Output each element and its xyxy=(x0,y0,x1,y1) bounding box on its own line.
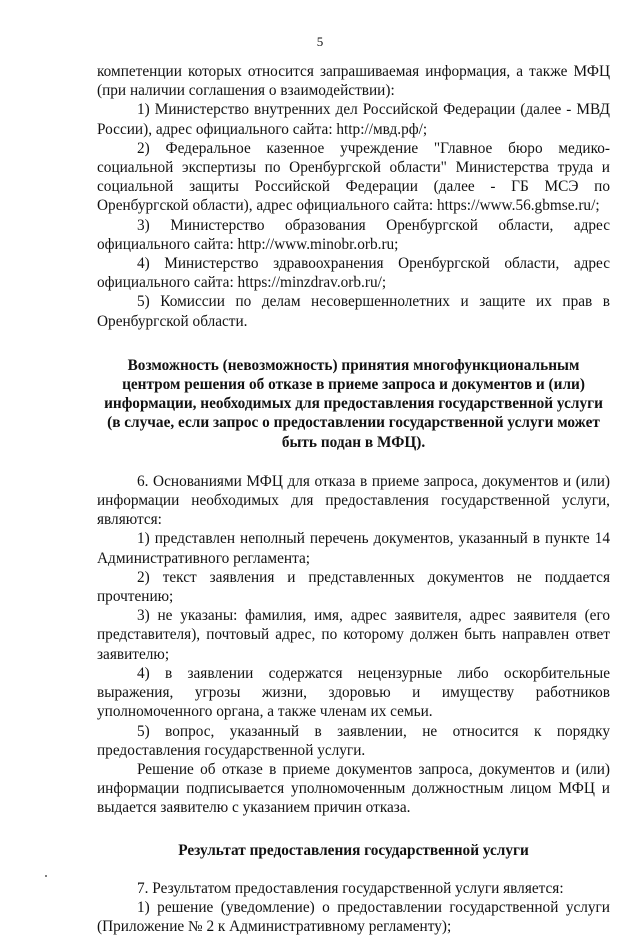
list-item: 2) текст заявления и представленных документов не поддается прочтению; xyxy=(97,568,610,606)
paragraph: 6. Основаниями МФЦ для отказа в приеме запроса, документов и (или) информации необходимых для предоставления государственной услуги, являются: xyxy=(97,472,610,529)
document-body xyxy=(97,62,610,936)
section-heading: Результат предоставления государственной услуги xyxy=(178,841,529,859)
paragraph: компетенции которых относится запрашиваемая информация, а также МФЦ (при наличии соглашения о взаимодействии): xyxy=(97,63,610,100)
list-item: 1) решение (уведомление) о предоставлении государственной услуги (Приложение № 2 к Административному регламенту); xyxy=(97,898,610,936)
list-item: 5) вопрос, указанный в заявлении, не относится к порядку предоставления государственной услуги. xyxy=(97,722,610,759)
section-heading: Возможность (невозможность) принятия многофункциональным центром решения об отказе в приеме запроса и документов и (или) информации, необходимых для предоставления государственной услуги (в случае, если запрос о предоставлении государственной услуги может быть подан в МФЦ). xyxy=(104,356,603,451)
page-number: 5 xyxy=(316,34,324,49)
list-item: 1) представлен неполный перечень документов, указанный в пункте 14 Административного регламента; xyxy=(97,530,610,567)
list-item: 2) Федеральное казенное учреждение "Главное бюро медико-социальной экспертизы по Оренбургской области" Министерства труда и социальной защиты Российской Федерации (далее - ГБ МСЭ по Оренбургской области), адрес официального сайта: https://www.56.gbmse.ru/; xyxy=(97,139,610,215)
paragraph: 7. Результатом предоставления государственной услуги является: xyxy=(137,879,564,897)
list-item: 4) Министерство здравоохранения Оренбургской области, адрес официального сайта: https://minzdrav.orb.ru/; xyxy=(97,255,610,292)
list-item: 3) Министерство образования Оренбургской области, адрес официального сайта: http://www.minobr.orb.ru; xyxy=(97,216,610,253)
list-item: 4) в заявлении содержатся нецензурные либо оскорбительные выражения, угрозы жизни, здоровью и имуществу работников уполномоченного органа, а также членам их семьи. xyxy=(97,664,610,721)
list-item: 3) не указаны: фамилия, имя, адрес заявителя, адрес заявителя (его представителя), почтовый адрес, по которому должен быть направлен ответ заявителю; xyxy=(97,607,610,663)
scan-speck xyxy=(45,875,47,877)
list-item: 1) Министерство внутренних дел Российской Федерации (далее - МВД России), адрес официального сайта: http://мвд.рф/; xyxy=(97,101,610,138)
paragraph: Решение об отказе в приеме документов запроса, документов и (или) информации подписывается уполномоченным должностным лицом МФЦ и выдается заявителю с указанием причин отказа. xyxy=(97,760,610,817)
list-item: 5) Комиссии по делам несовершеннолетних и защите их прав в Оренбургской области. xyxy=(97,293,610,330)
